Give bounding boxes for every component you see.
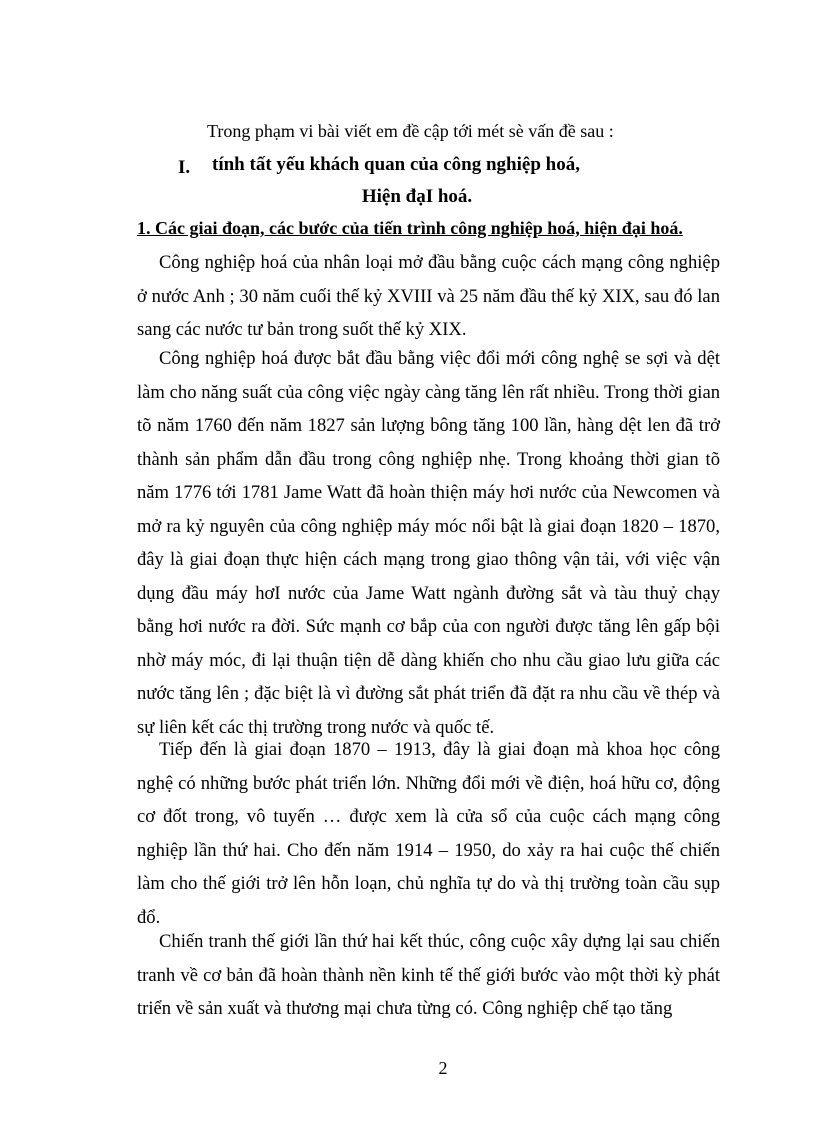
body-paragraph-4: [137, 925, 720, 1026]
body-paragraph-1: [137, 246, 720, 347]
paragraph-text: Công nghiệp hoá được bắt đầu bằng việc đổi mới công nghệ se sợi và dệt làm cho năng suất của công việc ngày càng tăng lên rất nhiều. Trong thời gian tõ năm 1760 đến năm 1827 sản lượng bông tăng 100 lần, hàng dệt len đã trở thành sản phẩm dẫn đầu trong công nghiệp nhẹ. Trong khoảng thời gian tõ năm 1776 tới 1781 Jame Watt đã hoàn thiện máy hơi nước của Newcomen và mở ra kỷ nguyên của công nghiệp máy móc nổi bật là giai đoạn 1820 – 1870, đây là giai đoạn thực hiện cách mạng trong giao thông vận tải, với việc vận dụng đầu máy hơI nước của Jame Watt ngành đường sắt và tàu thuỷ chạy bằng hơi nước ra đời. Sức mạnh cơ bắp của con người được tăng lên gấp bội nhờ máy móc, đi lại thuận tiện dễ dàng khiến cho nhu cầu giao lưu giữa các nước tăng lên ; đặc biệt là vì đường sắt phát triển đã đặt ra nhu cầu về thép và sự liên kết các thị trường trong nước và quốc tế.: [137, 348, 720, 738]
section-numeral: I.: [178, 157, 191, 178]
subsection-title: 1. Các giai đoạn, các bước của tiến trình công nghiệp hoá, hiện đại hoá.: [137, 218, 683, 238]
intro-line: Trong phạm vi bài viết em đề cập tới mét sè vấn đề sau :: [207, 121, 614, 141]
section-title-line2: Hiện đạI hoá.: [361, 186, 473, 207]
page-number: 2: [438, 1058, 448, 1078]
body-paragraph-3: [137, 733, 720, 934]
paragraph-text: Công nghiệp hoá của nhân loại mở đầu bằng cuộc cách mạng công nghiệp ở nước Anh ; 30 năm cuối thế kỷ XVIII và 25 năm đầu thế kỷ XIX, sau đó lan sang các nước tư bản trong suốt thế kỷ XIX.: [137, 252, 720, 340]
paragraph-text: Tiếp đến là giai đoạn 1870 – 1913, đây là giai đoạn mà khoa học công nghệ có những bước phát triển lớn. Những đổi mới về điện, hoá hữu cơ, động cơ đốt trong, vô tuyến … được xem là cửa sổ của cuộc cách mạng công nghiệp lần thứ hai. Cho đến năm 1914 – 1950, do xảy ra hai cuộc thế chiến làm cho thế giới trở lên hỗn loạn, chủ nghĩa tự do và thị trường toàn cầu sụp đổ.: [137, 739, 720, 928]
body-paragraph-2: [137, 342, 720, 744]
section-title-line1: tính tất yếu khách quan của công nghiệp hoá,: [212, 154, 580, 175]
paragraph-text: Chiến tranh thế giới lần thứ hai kết thúc, công cuộc xây dựng lại sau chiến tranh về cơ bản đã hoàn thành nền kinh tế thế giới bước vào một thời kỳ phát triển về sản xuất và thương mại chưa từng có. Công nghiệp chế tạo tăng: [137, 931, 720, 1019]
